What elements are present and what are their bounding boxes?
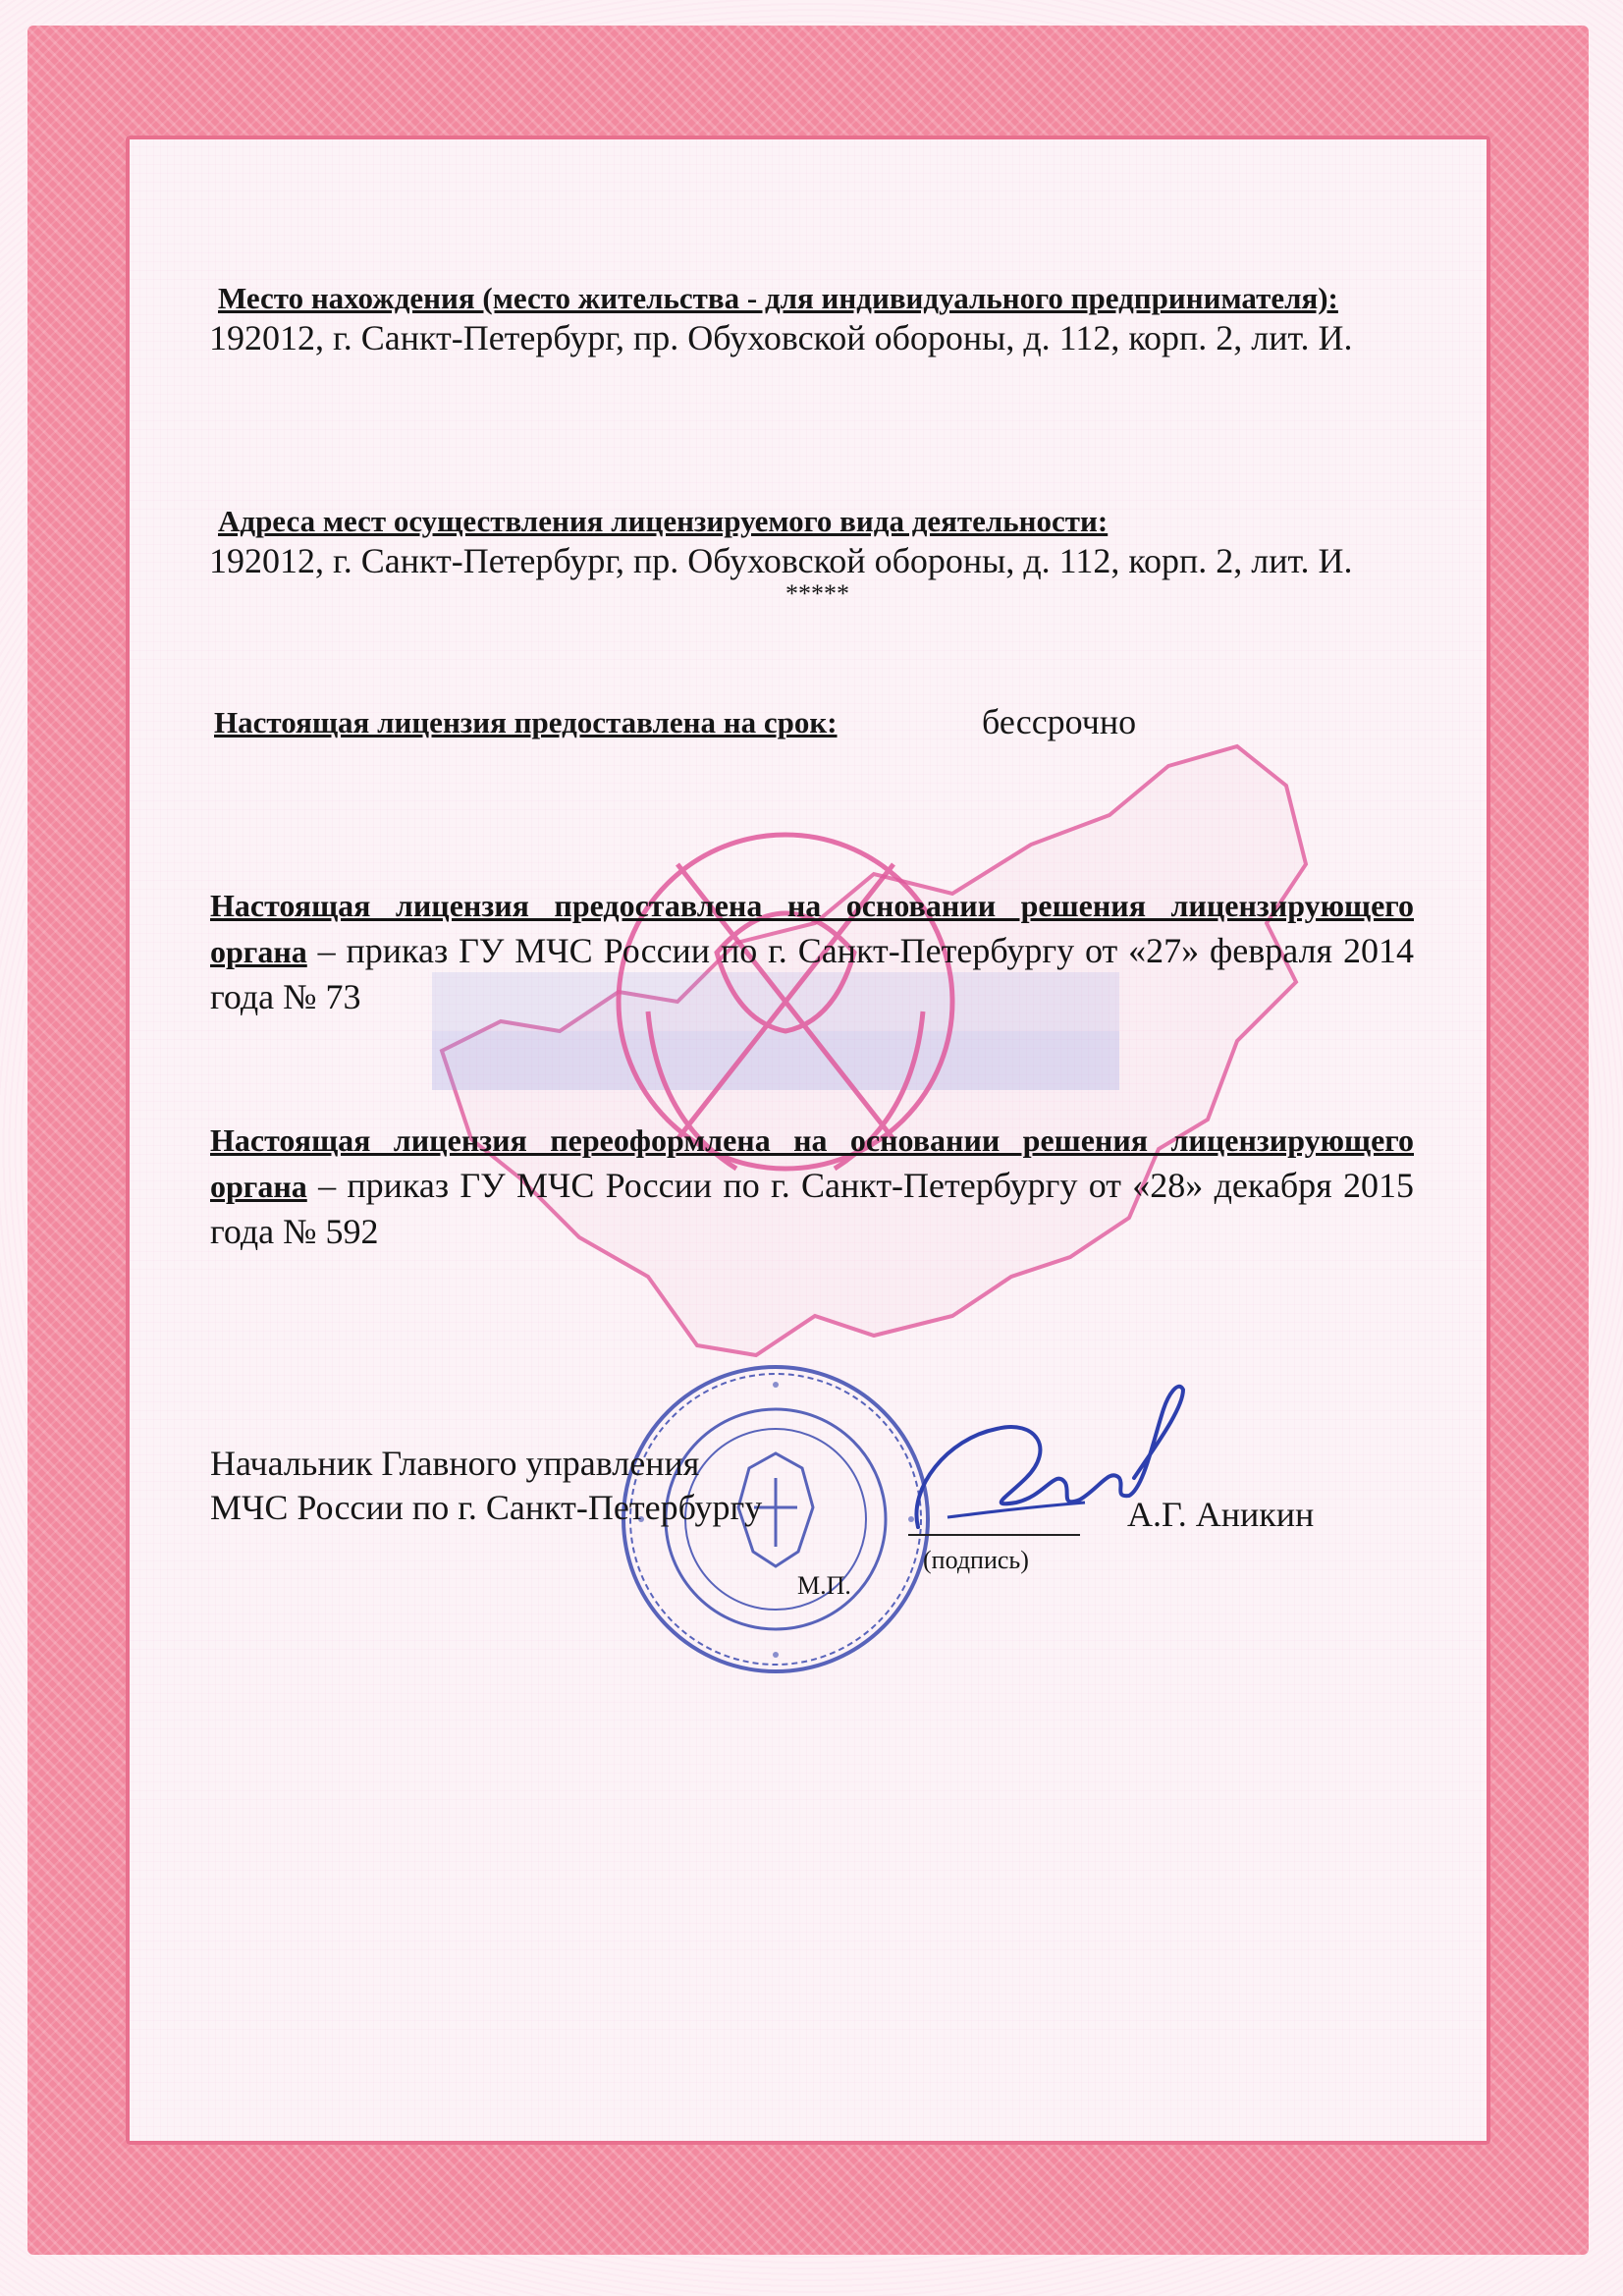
seal-abbreviation: М.П. — [797, 1571, 851, 1600]
granted-lead: Настоящая лицензия предоставлена на основании решения лицензирующего органа — [210, 888, 1414, 969]
term-label: Настоящая лицензия предоставлена на срок: — [214, 705, 838, 739]
signature-caption: (подпись) — [923, 1546, 1029, 1574]
signatory-position-line2: МЧС России по г. Санкт-Петербургу — [210, 1488, 763, 1527]
location-label: Место нахождения (место жительства - для индивидуального предпринимателя): — [218, 281, 1338, 315]
location-value: 192012, г. Санкт-Петербург, пр. Обуховской обороны, д. 112, корп. 2, лит. И. — [209, 318, 1353, 357]
reissued-paragraph — [210, 1117, 1414, 1254]
signatory-position-line1: Начальник Главного управления — [210, 1444, 700, 1483]
activity-addresses-value: 192012, г. Санкт-Петербург, пр. Обуховской обороны, д. 112, корп. 2, лит. И. — [209, 541, 1353, 580]
granted-paragraph — [210, 882, 1414, 1019]
signature-line — [908, 1534, 1080, 1536]
reissued-text: – приказ ГУ МЧС России по г. Санкт-Петербургу от «28» декабря 2015 года № 592 — [210, 1166, 1414, 1251]
granted-text: – приказ ГУ МЧС России по г. Санкт-Петербургу от «27» февраля 2014 года № 73 — [210, 931, 1414, 1016]
reissued-lead: Настоящая лицензия переоформлена на основании решения лицензирующего органа — [210, 1122, 1414, 1204]
signatory-name: А.Г. Аникин — [1127, 1495, 1315, 1534]
term-value: бессрочно — [982, 702, 1137, 741]
separator-stars: ***** — [785, 579, 849, 608]
mchs-emblem-icon — [324, 727, 1404, 1414]
activity-addresses-label: Адреса мест осуществления лицензируемого вида деятельности: — [218, 504, 1109, 538]
